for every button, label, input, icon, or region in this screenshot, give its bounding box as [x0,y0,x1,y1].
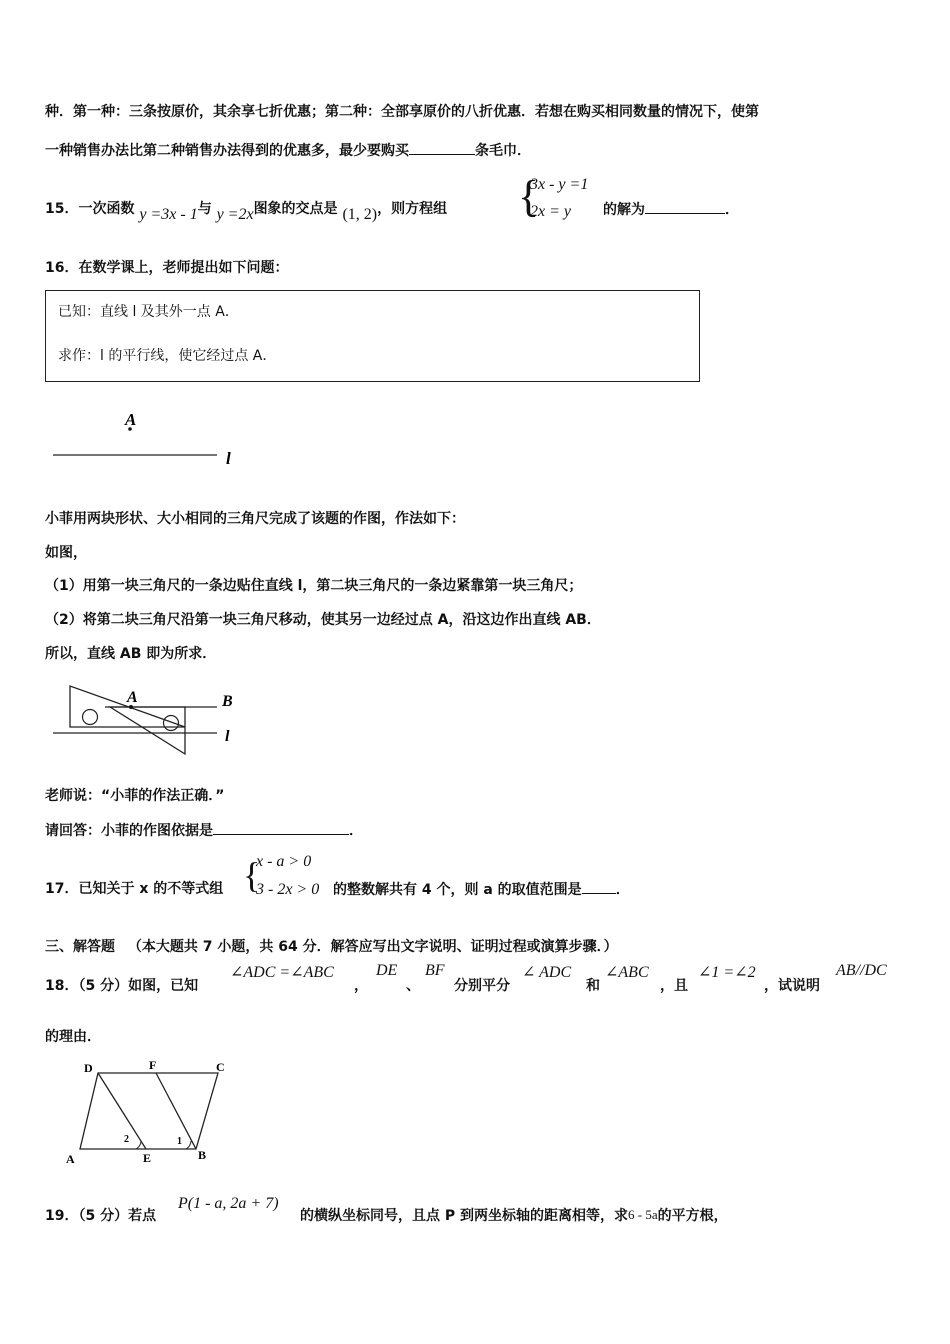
label-angle-1: 1 [177,1136,182,1147]
p18-text-1: 如图，已知 [128,978,199,994]
p16-question [45,820,363,841]
p16-as-shown: 如图， [45,545,87,561]
p15-text-4: ，则方程组 [377,201,448,217]
fig1-label-l: l [226,449,231,468]
p18-line-2: 的理由． [45,1029,101,1045]
p16-teacher: 老师说：“小菲的作法正确．” [45,788,225,804]
p15-system-brace: { [518,172,540,221]
p15-text-2: 与 [197,201,212,217]
p16-step-1: （1）用第一块三角尺的一条边贴住直线 l，第二块三角尺的一条边紧靠第一块三角尺； [45,578,583,594]
section-3-header [45,937,618,957]
p16-question-end: ． [349,823,363,839]
fig2-label-b: B [222,693,233,710]
p19-text-2: 的横纵坐标同号，且点 P 到两坐标轴的距离相等，求 [300,1208,629,1224]
label-f: F [149,1058,157,1072]
p14-line2 [45,140,531,161]
p17-num: 17． [45,881,79,897]
p18-line [45,976,198,996]
p16-question-text: 请回答：小菲的作图依据是 [45,823,213,839]
answer-blank[interactable] [582,879,616,894]
p15-line [45,199,448,223]
p18-formula-abc: ∠ABC [605,964,649,981]
p19-line [45,1206,156,1226]
p17-text-2: 的整数解共有 4 个，则 a 的取值范围是 [333,882,582,898]
p16-conclusion: 所以，直线 AB 即为所求． [45,646,217,662]
p18-num: 18． [45,978,79,994]
p16-step-intro: 小菲用两块形状、大小相同的三角尺完成了该题的作图，作法如下： [45,511,465,527]
figure-line-and-point [45,400,265,475]
p19-score: （5 分） [78,1208,129,1224]
p17-inequality-1: x - a > 0 [256,853,312,870]
p18-formula-de: DE [376,962,398,979]
p15-formula-1: y =3x - 1 [139,206,198,223]
p19-text-3: 的平方根， [657,1208,728,1224]
p17-inequality-2: 3 - 2x > 0 [256,881,320,898]
p17-text-1: 已知关于 x 的不等式组 [78,881,224,897]
figure-triangle-rulers [45,680,255,760]
p19-formula-expr: 6 - 5a [628,1207,658,1222]
p18-formula-angles: ∠ADC =∠ABC [230,964,334,981]
ruler-hole-2 [164,716,179,731]
p14-line2-end: 条毛巾． [475,143,531,159]
p18-text-5: ，试说明 [764,978,820,994]
p15-equation-1: 3x - y =1 [530,176,589,193]
box-known: 已知：直线 l 及其外一点 A． [58,304,239,320]
p19-text-1: 若点 [128,1208,157,1224]
p15-text-3: 图象的交点是 [253,201,338,217]
ruler-hole-1 [83,710,98,725]
segment-de [98,1073,146,1149]
label-d: D [84,1061,93,1075]
p15-formula-2: y =2x [216,206,254,223]
p15-end: ． [725,202,739,218]
fig2-label-a: A [127,689,138,706]
p18-text-4: ，且 [660,978,688,994]
p17-line [45,879,223,899]
p18-text-2: 分别平分 [454,978,510,994]
p15-point: (1, 2) [342,206,378,223]
fig2-label-l: l [225,728,230,745]
p18-formula-12: ∠1 =∠2 [698,964,756,981]
problem-box [45,290,700,382]
label-b: B [198,1148,207,1162]
parallelogram-abcd [80,1073,218,1149]
answer-blank[interactable] [213,820,349,835]
p19-formula-point: P(1 - a, 2a + 7) [178,1195,279,1212]
p15-equation-2: 2x = y [530,203,571,220]
figure-parallelogram [60,1055,240,1170]
p18-formula-adc: ∠ ADC [522,964,572,981]
p14-line1: 种．第一种：三条按原价，其余享七折优惠；第二种：全部享原价的八折优惠．若想在购买相同数量的情况下，使第 [45,104,759,120]
p16-step-2: （2）将第二块三角尺沿第一块三角尺移动，使其另一边经过点 A，沿这边作出直线 AB． [45,612,601,628]
label-e: E [143,1151,152,1165]
p15-answer [603,199,739,220]
p18-text-3: 和 [586,978,600,994]
p16-intro: 16．在数学课上，老师提出如下问题： [45,260,289,276]
box-task: 求作：l 的平行线，使它经过点 A． [58,348,277,364]
angle-2-arc [136,1141,141,1149]
p19-tail [300,1206,728,1226]
p15-text-1: 一次函数 [78,201,135,217]
p18-comma-1: ， [354,978,368,994]
p19-num: 19． [45,1208,79,1224]
p17-end: ． [615,882,630,898]
p17-tail [333,879,630,900]
label-c: C [216,1060,225,1074]
p15-text-5: 的解为 [603,202,645,218]
label-a: A [66,1152,75,1166]
section-3-title: 三、解答题 [45,939,115,955]
answer-blank[interactable] [409,140,475,155]
p15-num: 15． [45,201,79,217]
p18-dun: 、 [406,978,420,994]
section-3-note: （本大题共 7 小题，共 64 分．解答应写出文字说明、证明过程或演算步骤．） [127,939,618,955]
answer-blank[interactable] [645,199,725,214]
p18-formula-parallel: AB//DC [836,962,887,979]
p14-line2-text: 一种销售办法比第二种销售办法得到的优惠多，最少要购买 [45,143,409,159]
p18-score: （5 分） [78,978,129,994]
p17-system-brace: { [243,855,261,895]
label-angle-2: 2 [124,1134,129,1145]
p18-formula-bf: BF [425,962,445,979]
angle-1-arc [186,1141,191,1149]
fig1-label-a: A [125,410,137,429]
segment-bf [156,1073,196,1149]
